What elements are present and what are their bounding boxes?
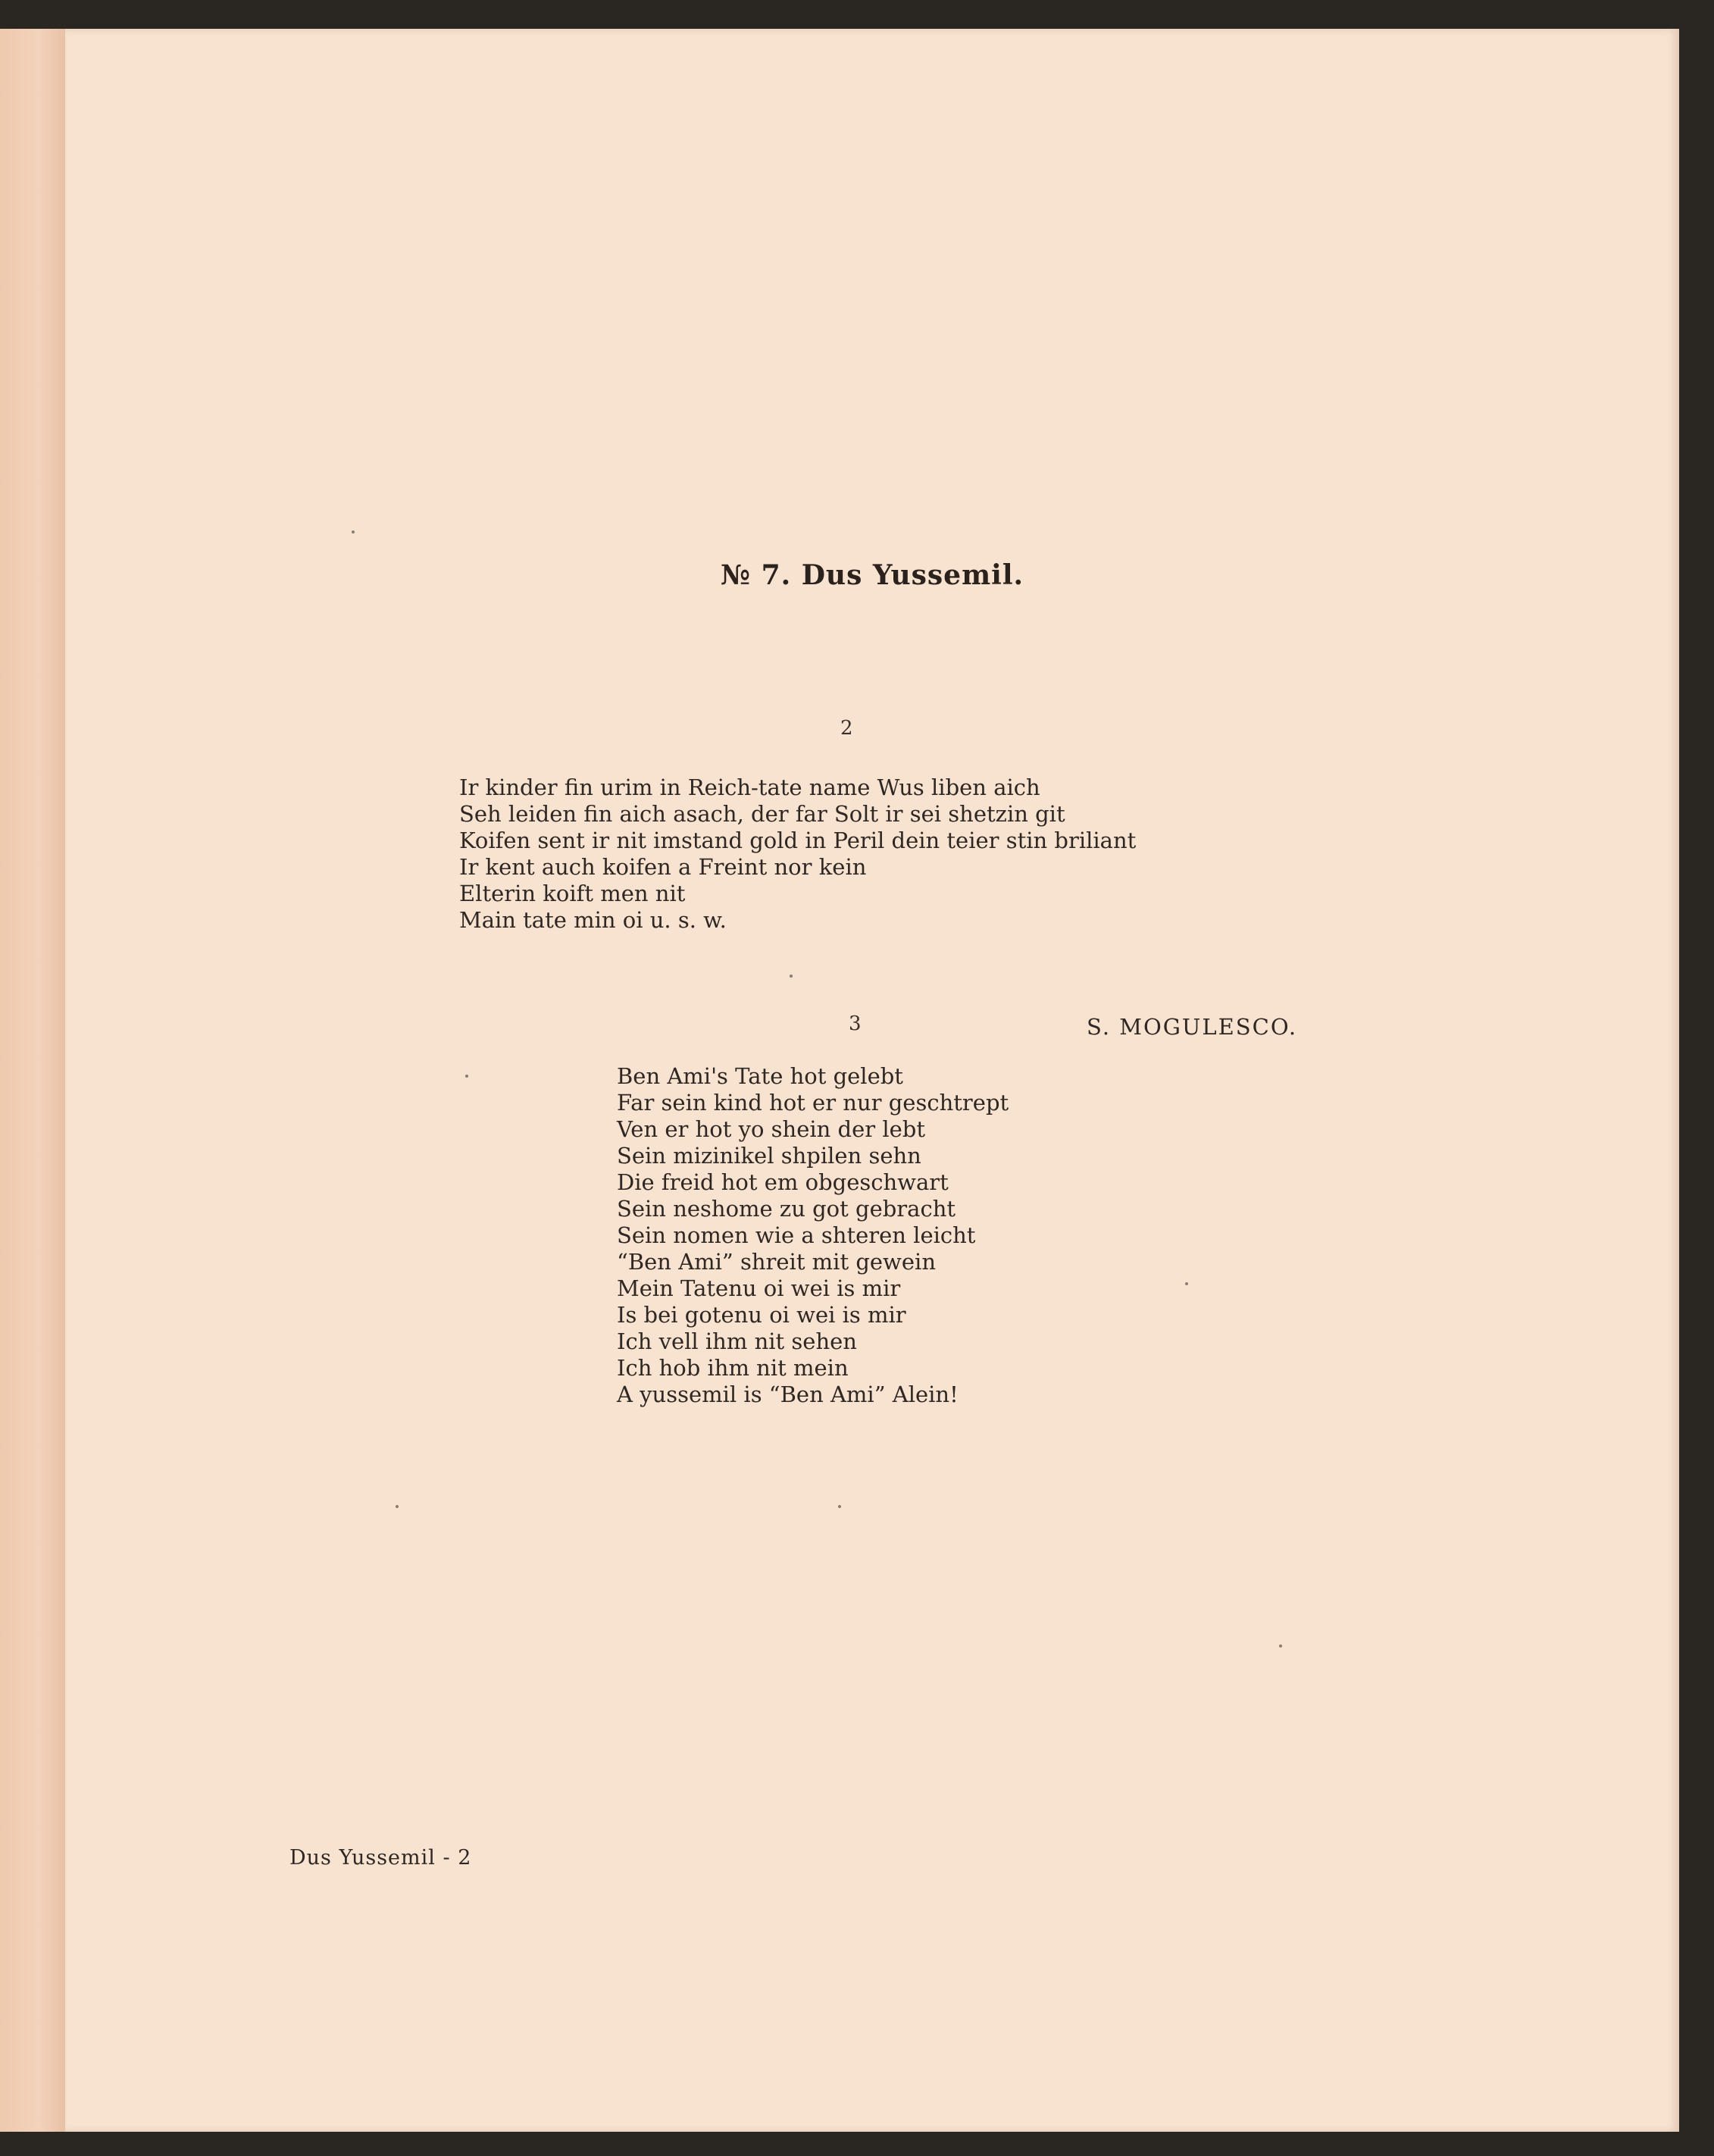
lyric-line: Far sein kind hot er nur geschtrept (617, 1090, 1009, 1116)
lyric-line: A yussemil is “Ben Ami” Alein! (617, 1382, 959, 1407)
lyric-line: Ben Ami's Tate hot gelebt (617, 1063, 903, 1089)
lyric-line: “Ben Ami” shreit mit gewein (617, 1249, 936, 1275)
paper-speck (465, 1075, 468, 1078)
lyric-line: Die freid hot em obgeschwart (617, 1169, 949, 1195)
paper-speck (352, 530, 355, 534)
verse-3-number: 3 (849, 1012, 862, 1035)
song-title: № 7. Dus Yussemil. (720, 559, 1024, 591)
lyric-line: Main tate min oi u. s. w. (459, 907, 727, 933)
page-footer: Dus Yussemil - 2 (289, 1846, 472, 1870)
composer-credit: S. MOGULESCO. (1087, 1014, 1298, 1040)
lyric-line: Ich hob ihm nit mein (617, 1355, 849, 1381)
lyric-line: Sein mizinikel shpilen sehn (617, 1143, 921, 1169)
paper-speck (1185, 1282, 1188, 1285)
lyric-line: Ir kent auch koifen a Freint nor kein (459, 854, 867, 880)
paper-speck (790, 975, 793, 978)
lyric-line: Sein nomen wie a shteren leicht (617, 1222, 976, 1248)
adjacent-page-edge (0, 29, 67, 2132)
verse-3-lyrics (617, 1063, 1009, 1408)
lyric-line: Ir kinder fin urim in Reich-tate name Wus liben aich (459, 774, 1040, 800)
lyric-line: Ven er hot yo shein der lebt (617, 1116, 926, 1142)
paper-speck (1279, 1644, 1282, 1648)
lyric-line: Sein neshome zu got gebracht (617, 1196, 956, 1222)
paper-speck (838, 1505, 841, 1508)
lyric-line: Mein Tatenu oi wei is mir (617, 1275, 901, 1301)
verse-2-lyrics (459, 774, 1136, 934)
lyric-line: Elterin koift men nit (459, 881, 686, 906)
lyric-line: Is bei gotenu oi wei is mir (617, 1302, 906, 1328)
verse-2-number: 2 (840, 717, 853, 740)
paper-speck (396, 1505, 399, 1508)
lyric-line: Ich vell ihm nit sehen (617, 1328, 857, 1354)
lyric-line: Seh leiden fin aich asach, der far Solt ir sei shetzin git (459, 801, 1065, 827)
lyric-line: Koifen sent ir nit imstand gold in Peril dein teier stin briliant (459, 828, 1137, 853)
music-sheet-page (65, 29, 1679, 2132)
